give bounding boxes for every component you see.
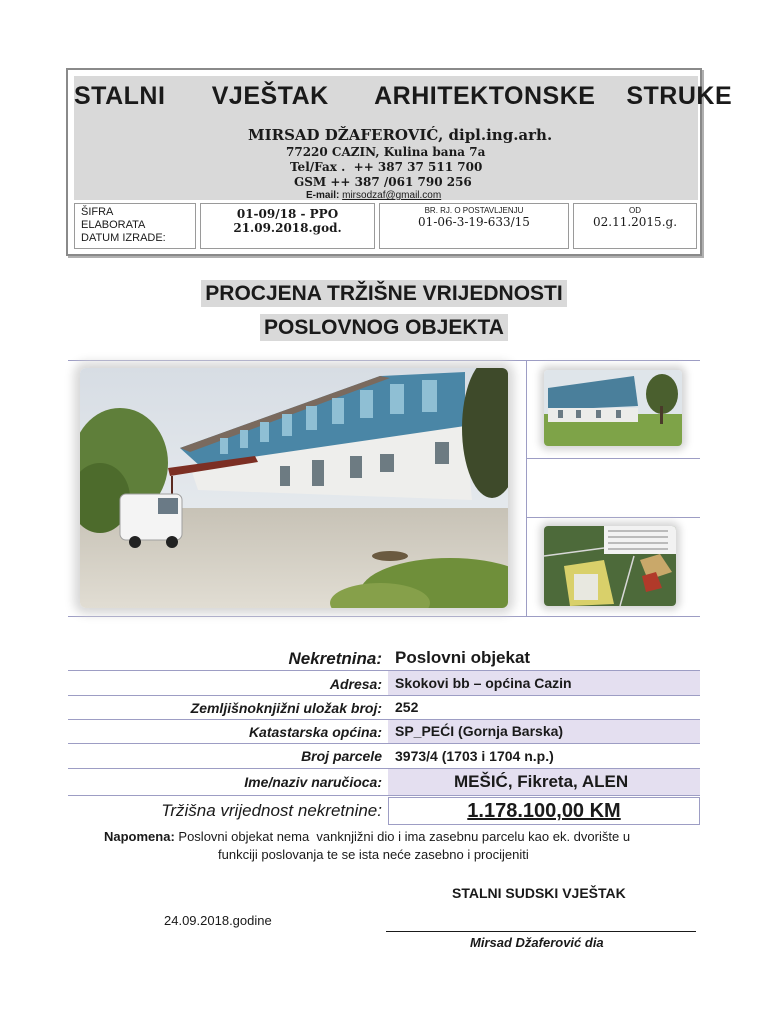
code-label-cell <box>74 203 196 249</box>
building-photo <box>80 368 508 608</box>
parcel-number-value: 3973/4 (1703 i 1704 n.p.) <box>388 744 700 768</box>
photo-divider <box>526 360 527 616</box>
document-title-line2: POSLOVNOG OBJEKTA <box>260 314 508 341</box>
email-link[interactable]: mirsodzaf@gmail.com <box>342 190 442 201</box>
decision-cell <box>379 203 569 249</box>
code-label-line2: ELABORATA <box>81 219 146 231</box>
market-value-label: Tržišna vrijednost nekretnine: <box>161 801 382 820</box>
signature-date: 24.09.2018.godine <box>164 913 272 928</box>
client-name-label: Ime/naziv naručioca: <box>244 774 382 790</box>
document-title-line1: PROCJENA TRŽIŠNE VRIJEDNOSTI <box>201 280 566 307</box>
thumb-divider-2 <box>526 517 700 518</box>
expert-address: 77220 CAZIN, Kulina bana 7a <box>286 145 486 159</box>
decision-date: 02.11.2015.g. <box>592 215 678 229</box>
code-label-line1: ŠIFRA <box>81 206 114 218</box>
letterhead-title: STALNI VJEŠTAK ARHITEKTONSKE STRUKE <box>74 82 733 110</box>
note-text2: funkciji poslovanja te se ista neće zasebno i procijeniti <box>218 847 529 862</box>
thumb-divider-1 <box>526 458 700 459</box>
expert-gsm: GSM ++ 387 /061 790 256 <box>294 175 472 189</box>
note-text1: Poslovni objekat nema vanknjižni dio i ima zasebnu parcelu kao ek. dvorište u <box>174 829 631 844</box>
cadastral-municipality-label: Katastarska općina: <box>248 724 382 740</box>
signature-line <box>386 931 696 932</box>
property-type-label: Nekretnina: <box>288 649 382 668</box>
photo-bottom-rule <box>68 616 700 617</box>
signatory-name: Mirsad Džaferović dia <box>470 935 604 950</box>
decision-label: BR. RJ. O POSTAVLJENJU <box>424 206 524 215</box>
address-value: Skokovi bb – općina Cazin <box>388 671 700 695</box>
elaborate-date: 21.09.2018.god. <box>233 221 342 235</box>
expert-name: MIRSAD DŽAFEROVIĆ, dipl.ing.arh. <box>248 126 553 144</box>
decision-date-label: OD <box>629 206 641 215</box>
note-line1 <box>104 828 684 846</box>
code-value-cell <box>200 203 375 249</box>
expert-phone: Tel/Fax . ++ 387 37 511 700 <box>290 160 483 174</box>
land-registry-label: Zemljišnoknjižni uložak broj: <box>190 700 382 716</box>
market-value: 1.178.100,00 KM <box>467 800 621 822</box>
email-label: E-mail: <box>306 190 343 201</box>
cadastral-map-image <box>544 526 676 606</box>
expert-email-line <box>306 190 441 201</box>
address-label: Adresa: <box>329 676 382 692</box>
photo-top-rule <box>68 360 700 361</box>
date-label: DATUM IZRADE: <box>81 232 166 244</box>
decision-number: 01-06-3-19-633/15 <box>418 215 530 229</box>
cadastral-municipality-value: SP_PEĆI (Gornja Barska) <box>388 720 700 743</box>
elaborate-code: 01-09/18 - PPO <box>236 207 339 221</box>
building-front-photo <box>544 370 682 446</box>
property-type-value: Poslovni objekat <box>395 648 531 667</box>
client-name-value: MEŠIĆ, Fikreta, ALEN <box>388 769 700 795</box>
note-label: Napomena: <box>104 829 175 844</box>
land-registry-value: 252 <box>388 696 700 719</box>
parcel-number-label: Broj parcele <box>301 748 382 764</box>
table-rule <box>68 795 700 796</box>
signature-heading: STALNI SUDSKI VJEŠTAK <box>452 885 626 901</box>
decision-date-cell <box>573 203 697 249</box>
market-value-box <box>388 797 700 825</box>
